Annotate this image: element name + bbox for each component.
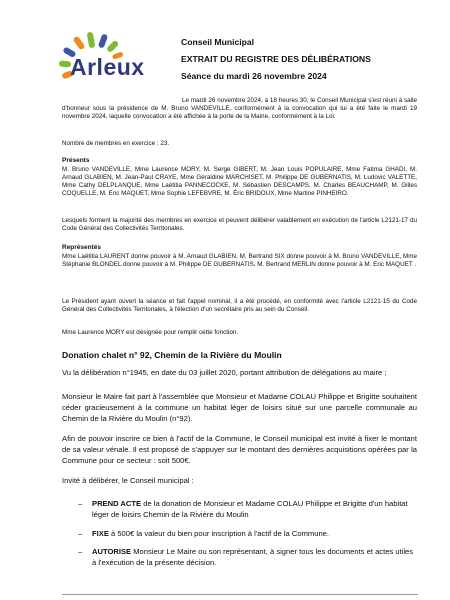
paragraph-donation: Monsieur le Maire fait part à l'assemblée que Monsieur et Madame COLAU Philippe et Brigitte souhaitent céder gracieusement à la commune un habitat léger de loisirs situé sur une parcelle communale au Chemin de la Rivière du Moulin (n°92). [62,392,417,424]
document-header [181,37,431,81]
bullet-prend-acte [78,498,418,520]
paragraph-value: Afin de pouvoir inscrire ce bien à l'actif de la Commune, le Conseil municipal est invité à fixer le montant de sa valeur vénale. Il est proposé de s'appuyer sur le montant des dernières acquisitions opérées par la Commune pour ce secteur : soit 500€. [62,434,417,466]
president-paragraph: Le Président ayant ouvert la séance et fait l'appel nominal, il a été procédé, en conformité avec l'article L2121-15 du Code Général des Collectivités Territoriales, à l'élection d'un secrétaire pris au sein du Conseil. [62,298,417,314]
bullet-dash: – [78,499,83,508]
session-title: Séance du mardi 26 novembre 2024 [181,71,327,81]
bullet-text: Monsieur Le Maire ou son représentant, à signer tous les documents et actes utiles à l'exécution de la présente décision. [92,547,414,568]
bullet-fixe [78,528,418,539]
footer-divider [62,594,418,595]
representes-list: Mme Laëtitia LAURENT donne pouvoir à M. Arnaud GLABIEN, M. Bertrand SIX donne pouvoir à M. Bruno VANDEVILLE, Mme Stéphanie BLONDEL donne pouvoir à M. Philippe DE GUBERNATIS, M. Bertrand MERLIN donne pouvoir à M. Eric MAQUET . [62,253,417,269]
bullet-keyword: AUTORISE [92,547,132,556]
bullet-keyword: PREND ACTE [92,499,142,508]
paragraph-deliberation: Vu la délibération n°1945, en date du 03 juillet 2020, portant attribution de délégations au maire ; [62,368,387,377]
paragraph-invite: Invité à délibérer, le Conseil municipal : [62,476,194,485]
presents-note: Lesquels forment la majorité des membres en exercice et peuvent délibérer valablement en exécution de l'article L2121-17 du Code Général des Collectivités Territoriales. [62,217,417,233]
bullet-autorise [78,546,418,568]
members-count: Nombre de membres en exercice : 23. [62,140,170,147]
bullet-dash: – [78,547,83,556]
presents-heading: Présents [62,157,90,164]
bullet-keyword: FIXE [92,529,109,538]
council-title: Conseil Municipal [181,37,255,47]
bullet-text: à 500€ la valeur du bien pour inscription à l'actif de la Commune. [108,529,329,538]
representes-heading: Représentés [62,244,102,251]
intro-paragraph: Le mardi 26 novembre 2024, à 18 heures 30, le Conseil Municipal s'est réuni à salle d'honneur sous la présidence de M. Bruno VANDEVILLE, conformément à la convocation qui lui a été faite le mardi 19 novembre 2024, laquelle convocation a été affichée à la porte de la Mairie, conformément à la Loi. [62,97,417,121]
section-title: Donation chalet n° 92, Chemin de la Rivière du Moulin [62,350,282,360]
secretary-paragraph: Mme Laurence MORY est désignée pour remplir cette fonction. [62,329,239,336]
presents-list: M. Bruno VANDEVILLE, Mme Laurence MORY, M. Serge GIBERT, M. Jean Louis POPULAIRE, Mme Fatima GHADI, M. Arnaud GLABIEN, M. Jean-Paul CRAYE, Mme Géraldine MARCHISET, M. Philippe DE GUBERNATIS, M. Ludovic VALETTE, Mme Cathy DELPLANQUE, Mme Laëtitia PANNECOCKE, M. Sébastien DESCAMPS, M. Charles BEAUCHAMP, M. Gilles COQUELLE, M. Eric MAQUET, Mme Sophie LEFEBVRE, M. Éric BRIDOUX, Mme Martine PINHEIRO. [62,166,417,198]
bullet-dash: – [78,529,83,538]
extract-title: EXTRAIT DU REGISTRE DES DÉLIBÉRATIONS [181,54,371,64]
bullet-text: de la donation de Monsieur et Madame COLAU Philippe et Brigitte d'un habitat léger de loisirs Chemin de la Rivière du Moulin [92,499,408,520]
logo-wordmark: Arleux [70,54,145,80]
